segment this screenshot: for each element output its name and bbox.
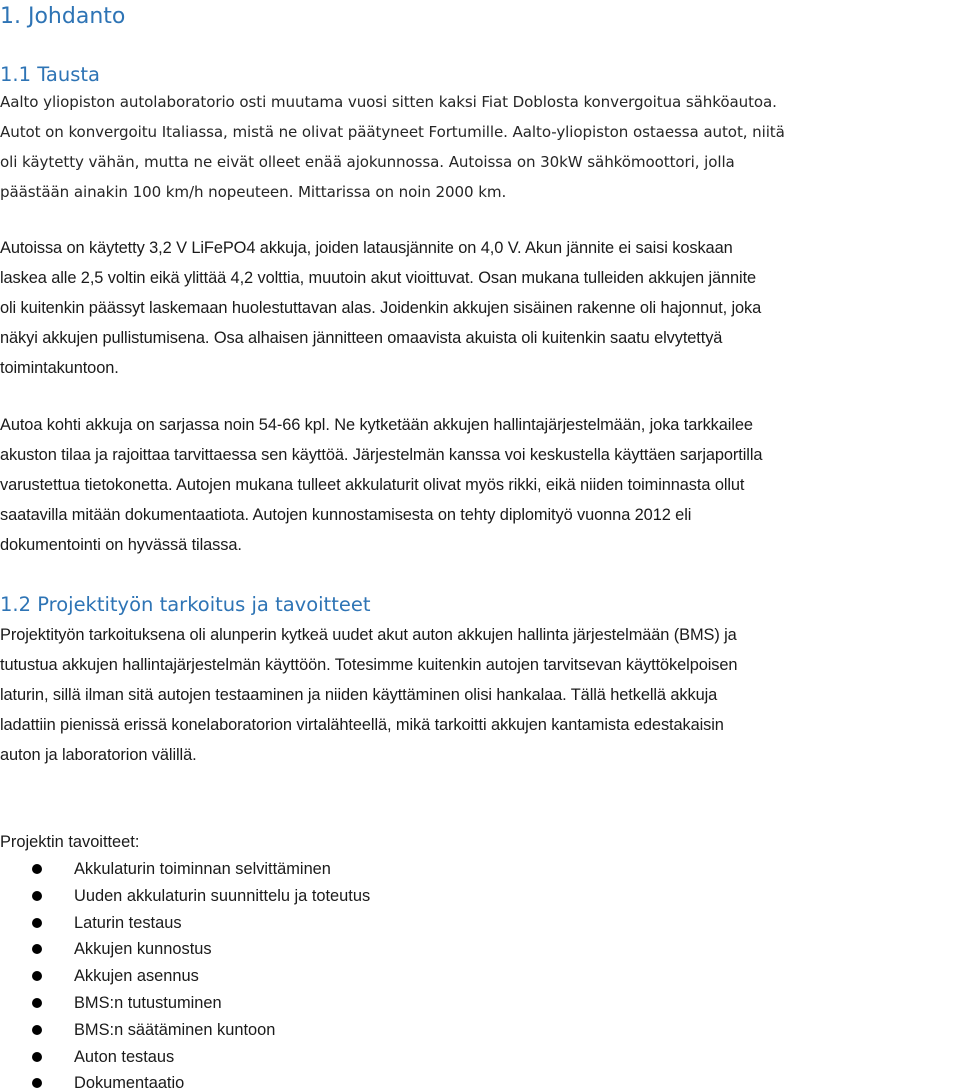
text-line: Autoissa on käytetty 3,2 V LiFePO4 akkuja, joiden latausjännite on 4,0 V. Akun jännite ei saisi koskaan [0,239,733,257]
text-line: tutustua akkujen hallintajärjestelmän käyttöön. Totesimme kuitenkin autojen tarvitsevan käyttökelpoisen [0,656,738,674]
goals-title: Projektin tavoitteet: [0,833,140,851]
text-line: Aalto yliopiston autolaboratorio osti muutama vuosi sitten kaksi Fiat Doblosta konvergoitua sähköautoa. [0,93,777,111]
text-line: Projektityön tarkoituksena oli alunperin kytkeä uudet akut auton akkujen hallinta järjestelmään (BMS) ja [0,626,737,644]
text-line: oli käytetty vähän, mutta ne eivät olleet enää ajokunnossa. Autoissa on 30kW sähkömoottori, jolla [0,153,735,171]
text-line: laturin, sillä ilman sitä autojen testaaminen ja niiden käyttäminen olisi hankalaa. Tällä hetkellä akkuja [0,686,718,704]
text-line: Autoa kohti akkuja on sarjassa noin 54-66 kpl. Ne kytketään akkujen hallintajärjestelmään, joka tarkkailee [0,416,753,434]
bullet-icon [32,944,42,954]
text-line: dokumentointi on hyvässä tilassa. [0,536,242,554]
paragraph-background-1 [0,87,958,207]
text-line: toimintakuntoon. [0,359,119,377]
paragraph-background-3 [0,410,958,560]
list-item-text: Auton testaus [74,1047,175,1066]
section-heading-tausta: 1.1 Tausta [0,63,100,86]
paragraph-purpose [0,620,958,770]
bullet-icon [32,971,42,981]
paragraph-background-2 [0,233,958,383]
bullet-icon [32,864,42,874]
text-line: auton ja laboratorion välillä. [0,746,197,764]
list-item-text: Uuden akkulaturin suunnittelu ja toteutus [74,886,371,905]
text-line: varustettua tietokonetta. Autojen mukana tulleet akkulaturit olivat myös rikki, eikä niiden toiminnasta ollut [0,476,745,494]
list-item-text: Akkujen kunnostus [74,940,212,959]
text-line: Autot on konvergoitu Italiassa, mistä ne olivat päätyneet Fortumille. Aalto-yliopiston ostaessa autot, niitä [0,123,785,141]
list-item-text: Laturin testaus [74,913,182,932]
bullet-icon [32,998,42,1008]
bullet-icon [32,1025,42,1035]
text-line: laskea alle 2,5 voltin eikä ylittää 4,2 volttia, muutoin akut vioittuvat. Osan mukana tulleiden akkujen jännite [0,269,757,287]
bullet-icon [32,1052,42,1062]
list-item-text: BMS:n säätäminen kuntoon [74,1020,276,1039]
list-item-text: BMS:n tutustuminen [74,993,222,1012]
list-item-text: Akkulaturin toiminnan selvittäminen [74,860,331,878]
text-line: näkyi akkujen pullistumisena. Osa alhaisen jännitteen omaavista akuista oli kuitenkin saatu elvytettyä [0,329,723,347]
bullet-icon [32,1078,42,1088]
text-line: päästään ainakin 100 km/h nopeuteen. Mittarissa on noin 2000 km. [0,183,507,201]
section-heading-goals: 1.2 Projektityön tarkoitus ja tavoitteet [0,593,371,616]
list-item-text: Dokumentaatio [74,1074,185,1091]
list-item-text: Akkujen asennus [74,967,199,986]
text-line: oli kuitenkin päässyt laskemaan huolestuttavan alas. Joidenkin akkujen sisäinen rakenne oli hajonnut, joka [0,299,762,317]
chapter-heading: 1. Johdanto [0,4,126,29]
bullet-icon [32,918,42,928]
text-line: ladattiin pienissä erissä konelaboratorion virtalähteellä, mikä tarkoitti akkujen kantamista edestakaisin [0,716,724,734]
bullet-icon [32,891,42,901]
text-line: akuston tilaa ja rajoittaa tarvittaessa sen käyttöä. Järjestelmän kanssa voi keskustella käyttäen sarjaportilla [0,446,763,464]
text-line: saatavilla mitään dokumentaatiota. Autojen kunnostamisesta on tehty diplomityö vuonna 2012 eli [0,506,692,524]
